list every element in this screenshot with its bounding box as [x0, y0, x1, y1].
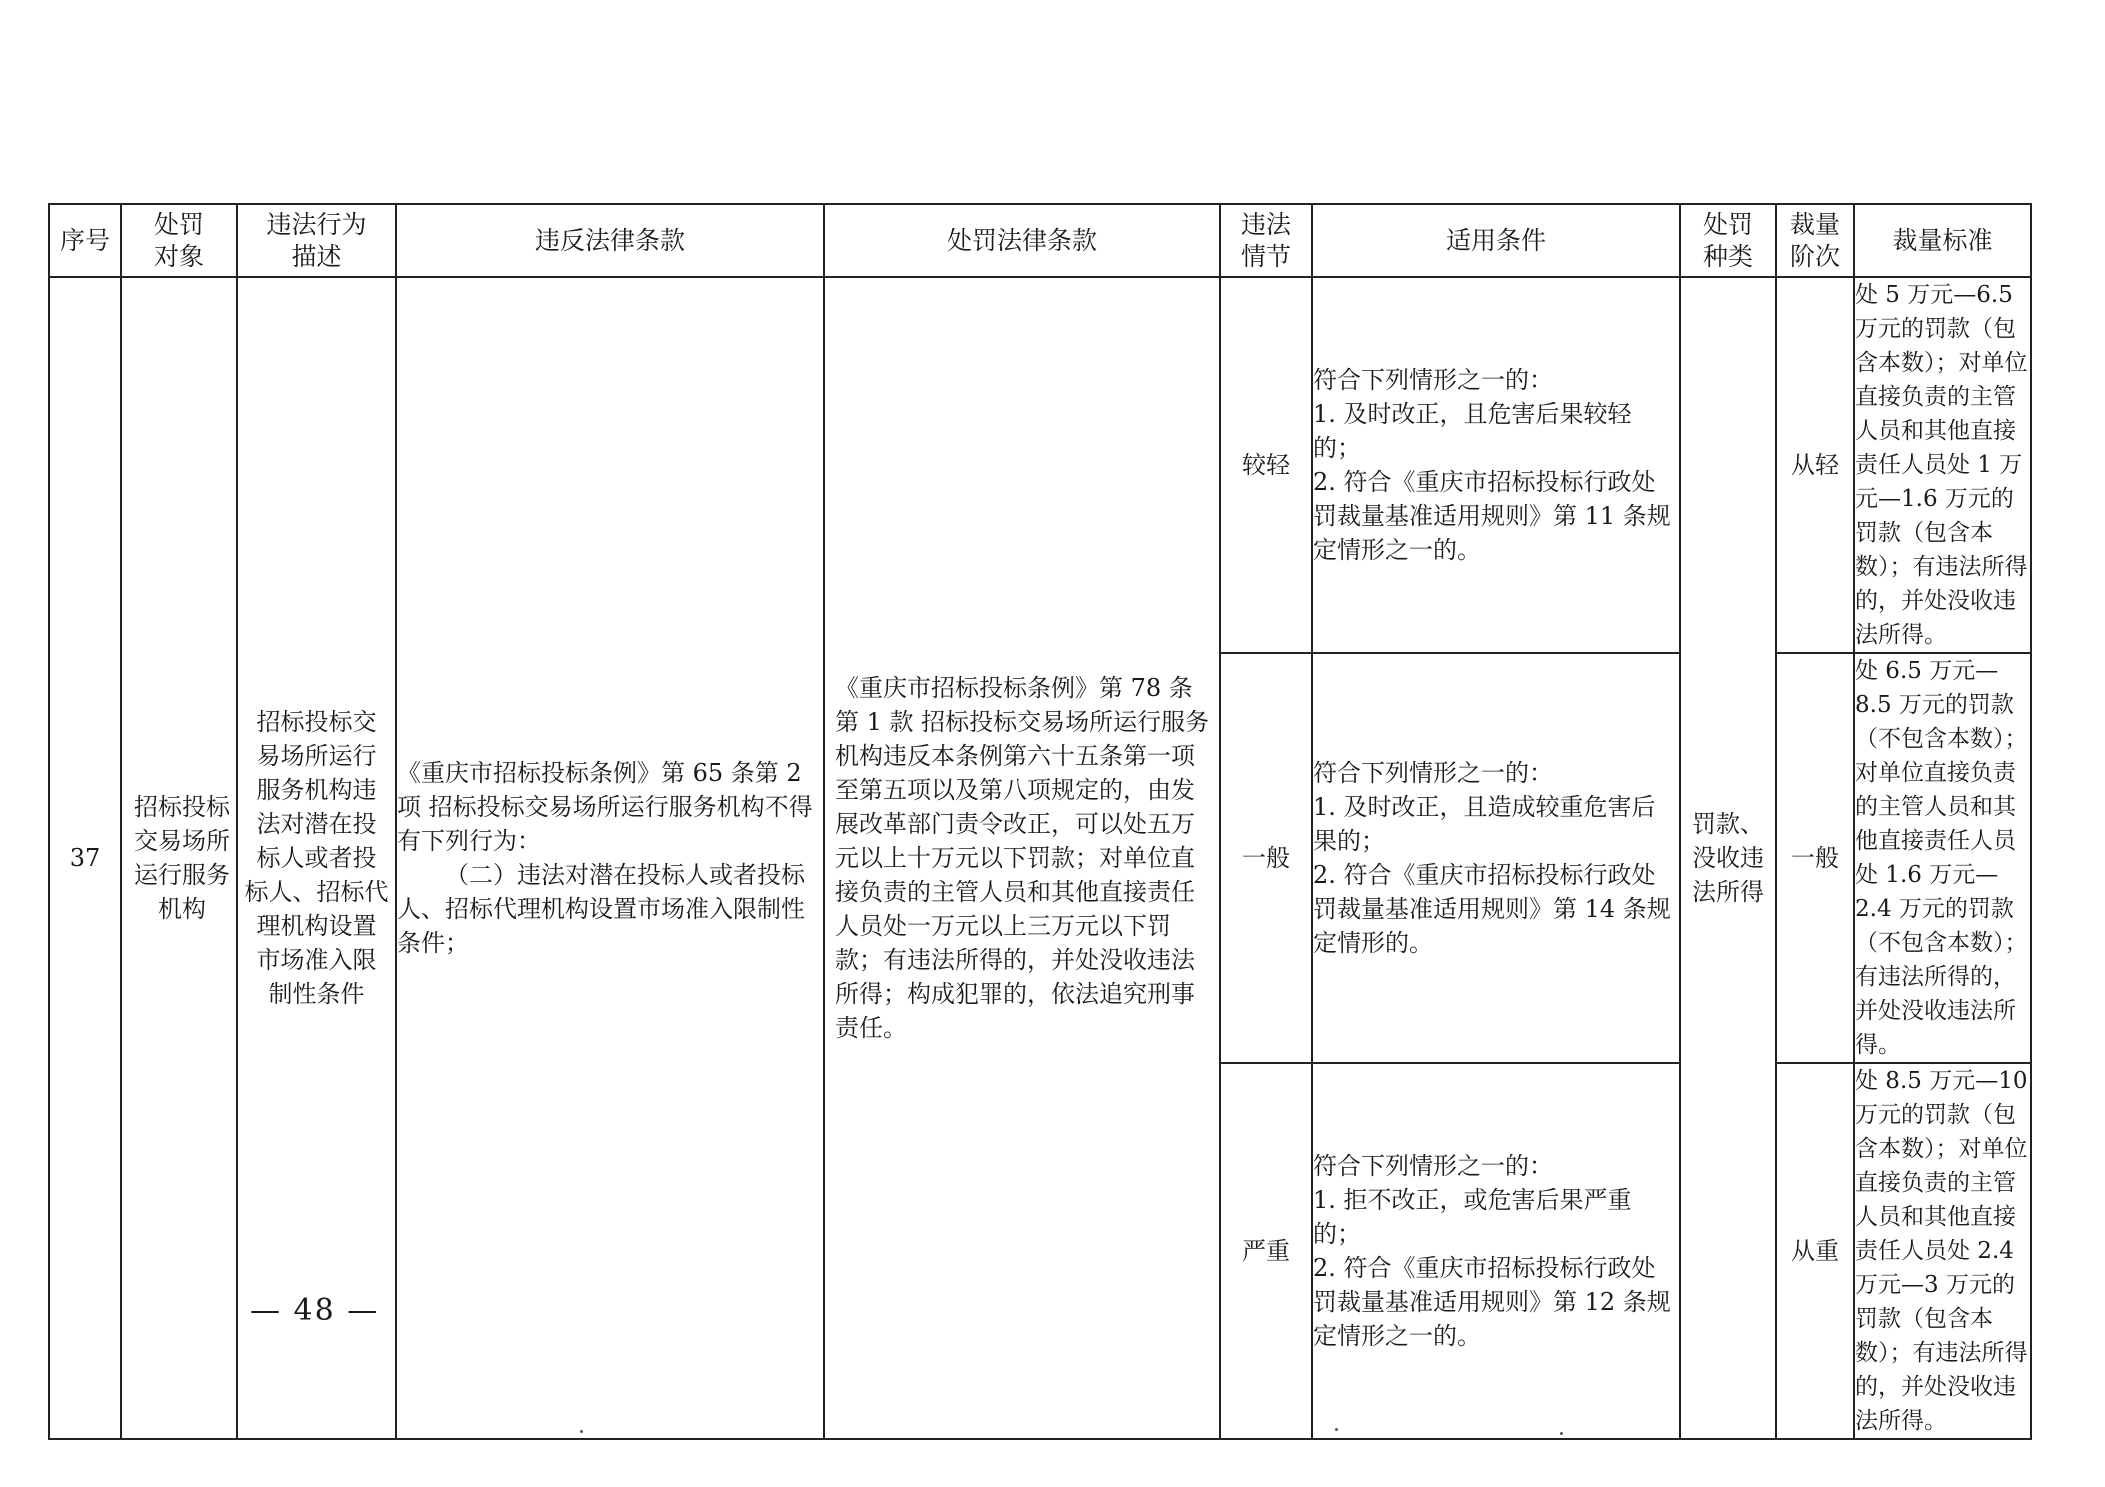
row-penalty-clause: 《重庆市招标投标条例》第 78 条第 1 款 招标投标交易场所运行服务机构违反本条例第六十五条第一项至第五项以及第八项规定的，由发展改革部门责令改正，可以处五万元以上十万元以下罚款；对单位直接负责的主管人员和其他直接责任人员处一万元以上三万元以下罚款；有违法所得的，并处没收违法所得；构成犯罪的，依法追究刑事责任。	[824, 277, 1220, 1439]
tier-standard: 处 8.5 万元—10 万元的罚款（包含本数）；对单位直接负责的主管人员和其他直接责任人员处 2.4 万元—3 万元的罚款（包含本数）；有违法所得的，并处没收违法所得。	[1854, 1063, 2031, 1439]
tier-circumstance: 严重	[1220, 1063, 1312, 1439]
tier-conditions: 符合下列情形之一的： 1. 及时改正，且造成较重危害后果的； 2. 符合《重庆市招标投标行政处罚裁量基准适用规则》第 14 条规定情形的。	[1312, 653, 1680, 1063]
header-conditions: 适用条件	[1312, 204, 1680, 277]
scan-speck	[1335, 1428, 1338, 1431]
table-header-row	[49, 204, 2031, 277]
row-violated-clause	[396, 277, 824, 1439]
tier-conditions: 符合下列情形之一的： 1. 拒不改正，或危害后果严重的； 2. 符合《重庆市招标投标行政处罚裁量基准适用规则》第 12 条规定情形之一的。	[1312, 1063, 1680, 1439]
tier-circumstance: 较轻	[1220, 277, 1312, 653]
header-circumstance: 违法 情节	[1220, 204, 1312, 277]
penalty-discretion-table	[48, 203, 2032, 1440]
violated-clause-text: 《重庆市招标投标条例》第 65 条第 2 项 招标投标交易场所运行服务机构不得有下列行为：	[397, 759, 813, 855]
tier-level: 从重	[1776, 1063, 1854, 1439]
scan-speck	[580, 1430, 583, 1433]
header-level: 裁量 阶次	[1776, 204, 1854, 277]
row-behavior: 招标投标交 易场所运行 服务机构违 法对潜在投 标人或者投 标人、招标代 理机构设置 市场准入限 制性条件	[237, 277, 396, 1439]
header-seq: 序号	[49, 204, 121, 277]
header-standard: 裁量标准	[1854, 204, 2031, 277]
tier-standard: 处 5 万元—6.5 万元的罚款（包含本数）；对单位直接负责的主管人员和其他直接责任人员处 1 万元—1.6 万元的罚款（包含本数）；有违法所得的，并处没收违法所得。	[1854, 277, 2031, 653]
header-penalty-type: 处罚 种类	[1680, 204, 1776, 277]
tier-conditions: 符合下列情形之一的： 1. 及时改正，且危害后果较轻的； 2. 符合《重庆市招标投标行政处罚裁量基准适用规则》第 11 条规定情形之一的。	[1312, 277, 1680, 653]
row-penalty-type: 罚款、 没收违 法所得	[1680, 277, 1776, 1439]
header-behavior: 违法行为 描述	[237, 204, 396, 277]
row-target: 招标投标 交易场所 运行服务 机构	[121, 277, 237, 1439]
row-seq: 37	[49, 277, 121, 1439]
header-penalty-clause: 处罚法律条款	[824, 204, 1220, 277]
violated-clause-item: （二）违法对潜在投标人或者投标人、招标代理机构设置市场准入限制性条件；	[397, 861, 805, 957]
tier-standard: 处 6.5 万元—8.5 万元的罚款（不包含本数）；对单位直接负责的主管人员和其他直接责任人员处 1.6 万元—2.4 万元的罚款（不包含本数）；有违法所得的，并处没收违法所得。	[1854, 653, 2031, 1063]
tier-circumstance: 一般	[1220, 653, 1312, 1063]
tier-level: 一般	[1776, 653, 1854, 1063]
header-target: 处罚 对象	[121, 204, 237, 277]
tier-level: 从轻	[1776, 277, 1854, 653]
scan-speck	[1560, 1432, 1563, 1435]
page-number: — 48 —	[250, 1293, 380, 1328]
table-row	[49, 277, 2031, 653]
header-violated-clause: 违反法律条款	[396, 204, 824, 277]
